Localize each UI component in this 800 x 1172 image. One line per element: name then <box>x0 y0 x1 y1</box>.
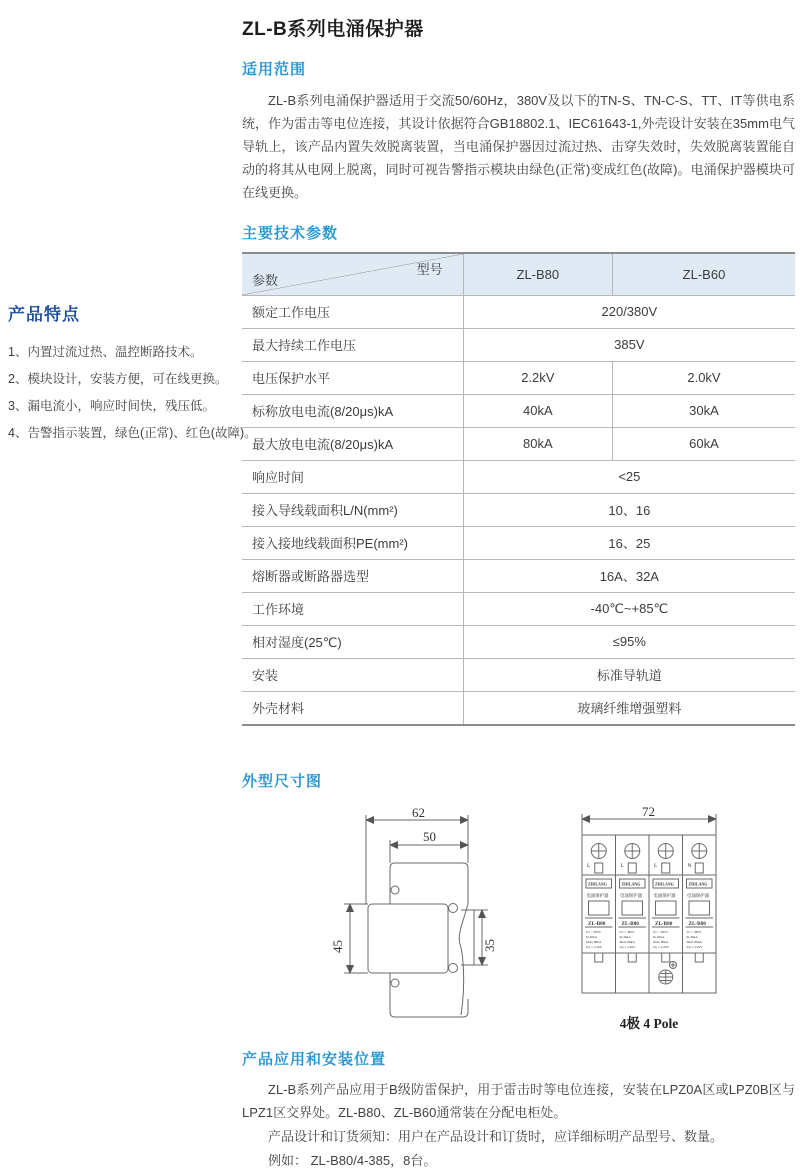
row-value: ≤95% <box>463 625 795 658</box>
table-row <box>242 460 795 493</box>
table-row <box>242 592 795 625</box>
row-label: 响应时间 <box>242 460 463 493</box>
table-row <box>242 559 795 592</box>
row-label: 工作环境 <box>242 592 463 625</box>
dim-label-50: 50 <box>423 828 436 844</box>
row-value-zlb80: 2.2kV <box>463 361 612 394</box>
feature-item-1: 1、内置过流过热、温控断路技术。 <box>8 345 203 359</box>
features-heading: 产品特点 <box>8 305 80 324</box>
module-spec-line: Imax 80kA <box>619 939 635 944</box>
dim-label-72: 72 <box>642 803 655 819</box>
row-value: 标准导轨道 <box>463 658 795 691</box>
dim-label-35: 35 <box>482 938 497 952</box>
table-row <box>242 328 795 361</box>
row-value: <25 <box>463 460 795 493</box>
terminal-label: N <box>687 862 692 869</box>
module-spec-line: Uc ~ 385V <box>686 929 702 934</box>
module-spec-line: Uc ~ 385V <box>653 929 669 934</box>
table-row <box>242 394 795 427</box>
brand-logo-text: ZHILANG <box>621 881 641 886</box>
table-row <box>242 361 795 394</box>
spd-module <box>619 843 647 962</box>
module-model-label: ZL-B80 <box>688 920 706 927</box>
terminal-label: L <box>620 862 624 869</box>
table-row <box>242 691 795 725</box>
scope-heading: 适用范围 <box>242 61 307 78</box>
product-features-panel <box>8 300 257 447</box>
module-spec-line: Imax 80kA <box>586 939 602 944</box>
row-label: 标称放电电流(8/20μs)kA <box>242 394 463 427</box>
module-model-label: ZL-B80 <box>588 920 606 927</box>
row-label: 接入导线载面积L/N(mm²) <box>242 493 463 526</box>
spd-module <box>686 843 714 962</box>
module-model-label: ZL-B80 <box>655 920 673 927</box>
column-header-zlb80: ZL-B80 <box>463 253 612 295</box>
table-row <box>242 493 795 526</box>
module-spec-line: In 40kA <box>586 934 598 939</box>
row-value-zlb60: 30kA <box>612 394 795 427</box>
terminal-label: L <box>654 862 658 869</box>
module-product-label: 电涌保护器 <box>620 892 642 898</box>
row-label: 接入接地线载面积PE(mm²) <box>242 526 463 559</box>
application-paragraph-1: ZL-B系列产品应用于B级防雷保护，用于雷击时等电位连接，安装在LPZ0A区或LPZ0B区与LPZ1区交界处。ZL-B80、ZL-B60通常装在分配电柜处。 <box>242 1081 795 1120</box>
table-row <box>242 658 795 691</box>
module-spec-line: Uc ~ 385V <box>619 929 635 934</box>
feature-item-4: 4、告警指示装置，绿色(正常)、红色(故障)。 <box>8 426 257 440</box>
spec-table <box>242 252 795 726</box>
corner-label-param: 参数 <box>252 272 279 288</box>
feature-item-2: 2、模块设计，安装方便，可在线更换。 <box>8 372 228 386</box>
row-value: 10、16 <box>463 493 795 526</box>
row-value-zlb80: 80kA <box>463 427 612 460</box>
front-view-drawing <box>573 803 725 999</box>
row-value-zlb80: 40kA <box>463 394 612 427</box>
spd-module <box>585 843 613 962</box>
row-label: 熔断器或断路器选型 <box>242 559 463 592</box>
row-value: 220/380V <box>463 295 795 328</box>
table-row <box>242 625 795 658</box>
feature-item-3: 3、漏电流小，响应时间快，残压低。 <box>8 399 215 413</box>
module-spec-line: Imax 80kA <box>653 939 669 944</box>
module-product-label: 电涌保护器 <box>653 892 676 898</box>
module-spec-line: Imax 80kA <box>686 939 702 944</box>
brand-logo-text: ZHILANG <box>588 881 607 886</box>
row-label: 相对湿度(25℃) <box>242 625 463 658</box>
terminal-label: L <box>587 862 591 869</box>
row-value-zlb60: 2.0kV <box>612 361 795 394</box>
dim-label-62: 62 <box>412 804 425 820</box>
dimension-drawings <box>328 803 795 1032</box>
table-row <box>242 526 795 559</box>
module-spec-line: In 40kA <box>686 934 698 939</box>
brand-logo-text: ZHILANG <box>655 881 674 886</box>
module-product-label: 电涌保护器 <box>586 892 609 898</box>
specs-heading: 主要技术参数 <box>242 225 339 242</box>
row-label: 安装 <box>242 658 463 691</box>
application-heading: 产品应用和安装位置 <box>242 1050 387 1068</box>
application-body <box>242 1078 795 1172</box>
table-row <box>242 427 795 460</box>
dimensions-heading: 外型尺寸图 <box>242 772 323 790</box>
row-label: 外壳材料 <box>242 691 463 725</box>
spec-table-header-row <box>242 253 795 295</box>
module-spec-line: In 40kA <box>653 934 665 939</box>
application-paragraph-3: 例如： ZL-B80/4-385，8台。 <box>268 1152 437 1168</box>
scope-paragraph: ZL-B系列电涌保护器适用于交流50/60Hz，380V及以下的TN-S、TN-C-S、TT、IT等供电系统，作为雷击等电位连接，其设计依据符合GB18802.1、IEC61643-1,外壳设计安装在35mm电气导轨上，该产品内置失效脱离装置，当电涌保护器因过流过热、击穿失效时，失效脱离装置能自动的将其从电网上脱离，同时可视告警指示模块由绿色(正常)变成红色(故障)。电涌保护器模块可在线更换。 <box>242 93 795 200</box>
row-label: 额定工作电压 <box>242 295 463 328</box>
module-spec-line: In 40kA <box>619 934 631 939</box>
side-view-drawing <box>328 804 533 1029</box>
row-label: 最大放电电流(8/20μs)kA <box>242 427 463 460</box>
module-product-label: 电涌保护器 <box>687 892 709 898</box>
row-label: 电压保护水平 <box>242 361 463 394</box>
brand-logo-text: ZHILANG <box>688 881 708 886</box>
table-row <box>242 295 795 328</box>
row-value: 玻璃纤维增强塑料 <box>577 701 682 716</box>
module-spec-line: Up ≤ 2.2kV <box>619 944 636 949</box>
module-spec-line: Up ≤ 2.2kV <box>586 944 603 949</box>
page-title: ZL-B系列电涌保护器 <box>242 19 424 40</box>
row-value: 16、25 <box>463 526 795 559</box>
row-value: -40℃~+85℃ <box>463 592 795 625</box>
module-spec-line: Uc ~ 385V <box>586 929 602 934</box>
main-content <box>242 14 795 1172</box>
front-view-caption: 4极 4 Pole <box>619 1015 679 1031</box>
table-corner-cell <box>242 253 463 295</box>
spd-module <box>652 843 680 984</box>
row-value: 16A、32A <box>463 559 795 592</box>
row-value: 385V <box>463 328 795 361</box>
front-view-block <box>573 803 725 1032</box>
column-header-zlb60: ZL-B60 <box>612 253 795 295</box>
module-spec-line: Up ≤ 2.2kV <box>686 944 703 949</box>
module-model-label: ZL-B80 <box>621 920 639 927</box>
row-value-zlb60: 60kA <box>612 427 795 460</box>
module-spec-line: Up ≤ 2.2kV <box>653 944 670 949</box>
application-paragraph-2: 产品设计和订货须知：用户在产品设计和订货时，应详细标明产品型号、数量。 <box>268 1128 724 1144</box>
corner-label-model: 型号 <box>416 262 443 277</box>
dim-label-45: 45 <box>330 939 345 953</box>
row-label: 最大持续工作电压 <box>242 328 463 361</box>
